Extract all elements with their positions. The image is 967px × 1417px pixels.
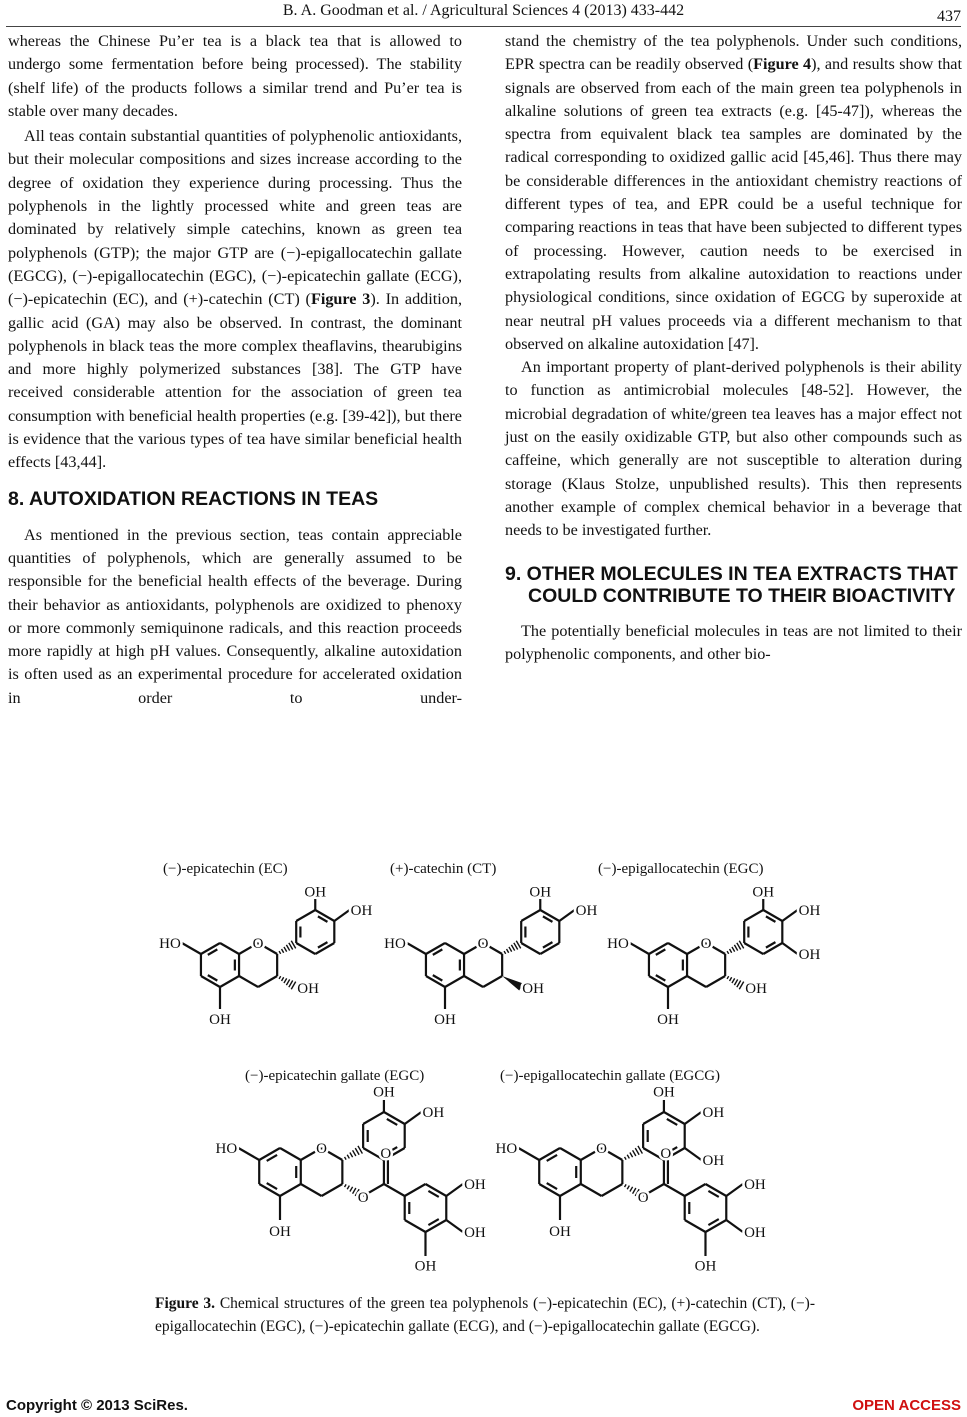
hydroxyl-label: OH — [422, 1105, 445, 1121]
paragraph: whereas the Chinese Pu’er tea is a black tea that is allowed to undergo some fermentation before being processed). The stability (shelf life) of the products follows a similar trend and Pu’er tea is stable over many decades. — [8, 32, 462, 120]
running-header: B. A. Goodman et al. / Agricultural Sciences 4 (2013) 433-442 — [282, 2, 685, 19]
molecule-title: (−)-epicatechin gallate (EGC) — [245, 1068, 425, 1084]
hashed-bond — [627, 1155, 629, 1159]
bond — [782, 910, 797, 921]
bond — [560, 1148, 581, 1160]
text: All teas contain substantial quantities of polyphenolic antioxidants, but their molecular compositions and sizes increase according to the degree of oxidation they experience during processing. Thus the polyphenols in the lightly processed white and green teas are dominated by relatively simple catechins, known as green tea polyphenols (GTP); the major GTP are (−)-epigallocatechin gallate (EGCG), (−)-epigallocatechin (EGC), (−)-epicatechin gallate (ECG), (−)-epicatechin (EC), and (+)-catechin (CT) ( — [8, 127, 462, 309]
bond — [405, 1112, 422, 1124]
hydroxyl-label: OH — [694, 1258, 717, 1275]
hashed-bond — [347, 1155, 349, 1159]
hydroxyl-label: HO — [215, 1141, 238, 1157]
hydroxyl-label: OH — [464, 1225, 486, 1241]
hydroxyl-label: OH — [798, 903, 821, 919]
bond — [521, 943, 540, 954]
hashed-bond — [289, 981, 293, 988]
paragraph — [8, 125, 462, 474]
hashed-bond — [282, 977, 284, 981]
hydroxyl-label: OH — [702, 1153, 725, 1169]
hydroxyl-label: OH — [702, 1105, 725, 1121]
hashed-bond — [289, 943, 293, 950]
hashed-bond — [350, 1187, 353, 1192]
ring-oxygen-label: O — [252, 936, 264, 952]
hydroxyl-label: OH — [373, 1084, 395, 1101]
bond — [483, 976, 502, 987]
hashed-bond — [633, 1150, 636, 1156]
hashed-bond — [625, 1157, 627, 1160]
hashed-bond — [279, 976, 281, 979]
hydroxyl-label: OH — [744, 1225, 766, 1241]
section-heading: 9. OTHER MOLECULES IN TEA EXTRACTS THAT COULD CONTRIBUTE TO THEIR BIOACTIVITY — [505, 562, 958, 607]
hydroxyl-label: OH — [798, 947, 821, 963]
text: ). In addition, gallic acid (GA) may also be observed. In contrast, the dominant polyphenols in black teas the more complex theaflavins, thearubigins and more highly polymerized substances [38]. The GTP have received considerable attention for the association of green tea consumption with beneficial health properties (e.g. [39-42]), but there is evidence that the various types of tea have similar beneficial health effects [43,44]. — [8, 290, 462, 472]
hashed-bond — [635, 1148, 639, 1155]
hashed-bond — [511, 945, 514, 951]
molecule-structure — [490, 1077, 790, 1277]
bond — [664, 1184, 685, 1196]
bond — [630, 943, 649, 954]
hashed-bond — [279, 951, 281, 954]
hashed-bond — [284, 947, 287, 952]
bond — [407, 943, 426, 954]
hashed-bond — [286, 945, 289, 951]
hydroxyl-label: OH — [434, 1011, 456, 1028]
paragraph — [505, 30, 962, 356]
paragraph: As mentioned in the previous section, teas contain appreciable quantities of polyphenols, which are generally assumed to be responsible for the beneficial health effects of the beverage. During their behavior as antioxidants, polyphenols are oxidized to phenoxy or more commonly semiquinone radicals, and this reaction proceeds more rapidly at high pH values. Consequently, alkaline autoxidation is often used as an experimental procedure for accelerated oxidation in order to under- — [8, 525, 462, 707]
molecule-title: (−)-epicatechin (EC) — [163, 861, 288, 877]
hashed-bond — [345, 1184, 347, 1187]
molecule-structure — [375, 870, 625, 1030]
hashed-bond — [284, 978, 287, 983]
molecule-title: (−)-epigallocatechin gallate (EGCG) — [500, 1068, 721, 1084]
bond — [445, 943, 464, 954]
bond — [726, 1220, 743, 1232]
bond — [643, 1112, 664, 1124]
bond — [685, 1112, 702, 1124]
hydroxyl-label: HO — [495, 1141, 518, 1157]
molecule-structure — [598, 870, 848, 1030]
bond — [668, 943, 687, 954]
bond — [521, 910, 540, 921]
hashed-bond — [727, 951, 729, 954]
hashed-bond — [732, 947, 735, 952]
bond — [446, 1184, 463, 1196]
bond — [685, 1220, 706, 1232]
hashed-bond — [345, 1157, 347, 1160]
molecule-title: (+)-catechin (CT) — [390, 861, 497, 877]
hydroxyl-label: OH — [529, 884, 552, 901]
bond — [301, 1184, 322, 1196]
bond — [239, 976, 258, 987]
hydroxyl-label: OH — [657, 1011, 679, 1028]
hydroxyl-label: OH — [414, 1258, 437, 1275]
bond — [446, 1220, 463, 1232]
ring-oxygen-label: O — [316, 1141, 327, 1157]
bond — [782, 943, 797, 954]
wedge-bond — [502, 976, 523, 990]
open-access-label: OPEN ACCESS — [852, 1397, 961, 1414]
ring-oxygen-label: O — [700, 936, 712, 952]
paragraph: An important property of plant-derived polyphenols is their ability to function as antimicrobial molecules [48-52]. However, the microbial degradation of white/green tea leaves has a major effect not just on the easily oxidizable GTP, but also other compounds such as caffeine, which generally are not susceptible to alteration during storage (Klaus Stolze, unpublished results). This then represents another example of complex chemical behavior in a beverage that needs to be investigated further. — [505, 358, 962, 540]
bond — [518, 1148, 539, 1160]
hydroxyl-label: HO — [607, 936, 629, 952]
ester-oxygen-label: O — [357, 1190, 369, 1207]
bond — [384, 1184, 405, 1196]
paragraph: The potentially beneficial molecules in teas are not limited to their polyphenolic components, and other bio- — [505, 621, 962, 663]
bond — [258, 976, 277, 987]
molecule-structure — [150, 870, 400, 1030]
hashed-bond — [514, 943, 518, 950]
hydroxyl-label: OH — [744, 1177, 766, 1193]
bond — [280, 1184, 301, 1196]
molecule-title: (−)-epigallocatechin (EGC) — [598, 861, 764, 877]
hashed-bond — [737, 981, 741, 988]
carbonyl-oxygen-label: O — [380, 1145, 392, 1162]
text: stand the chemistry of the tea polyphenols. Under such conditions, EPR spectra can be readily observed ( — [505, 32, 962, 74]
hashed-bond — [638, 1146, 642, 1154]
hashed-bond — [350, 1153, 353, 1158]
bond — [744, 943, 763, 954]
hydroxyl-label: OH — [745, 981, 767, 998]
hydroxyl-label: OH — [297, 981, 319, 998]
left-column — [8, 30, 462, 710]
copyright: Copyright © 2013 SciRes. — [6, 1397, 188, 1414]
bond — [238, 1148, 259, 1160]
hashed-bond — [630, 1187, 633, 1192]
bond — [668, 976, 687, 987]
bond — [182, 943, 201, 954]
hashed-bond — [630, 1153, 633, 1158]
ring-oxygen-label: O — [596, 1141, 607, 1157]
hashed-bond — [633, 1188, 636, 1194]
hashed-bond — [732, 978, 735, 983]
page-number: 437 — [937, 8, 961, 25]
bond — [706, 976, 725, 987]
caption-label: Figure 3. — [155, 1295, 216, 1312]
header-rule — [6, 26, 961, 27]
hydroxyl-label: OH — [350, 903, 373, 919]
hydroxyl-label: OH — [304, 884, 327, 901]
bond — [322, 1184, 343, 1196]
hashed-bond — [507, 949, 509, 953]
hashed-bond — [734, 979, 737, 985]
bond — [405, 1184, 426, 1196]
hashed-bond — [347, 1186, 349, 1190]
bond — [334, 910, 349, 921]
hashed-bond — [625, 1184, 627, 1187]
right-column — [505, 30, 962, 666]
hashed-bond — [353, 1188, 356, 1194]
bond — [220, 976, 239, 987]
hashed-bond — [509, 947, 512, 952]
hashed-bond — [504, 951, 506, 954]
bond — [559, 910, 574, 921]
bond — [445, 976, 464, 987]
hydroxyl-label: OH — [549, 1223, 571, 1240]
bond — [581, 1184, 602, 1196]
bond — [220, 943, 239, 954]
bond — [296, 943, 315, 954]
hashed-bond — [286, 979, 289, 985]
bond — [363, 1112, 384, 1124]
ring-oxygen-label: O — [477, 936, 489, 952]
bond — [602, 1184, 623, 1196]
bond — [726, 1184, 743, 1196]
bond — [296, 910, 315, 921]
section-heading: 8. AUTOXIDATION REACTIONS IN TEAS — [8, 487, 379, 510]
hydroxyl-label: HO — [384, 936, 406, 952]
hashed-bond — [737, 943, 741, 950]
figure-caption — [155, 1292, 815, 1338]
ester-oxygen-label: O — [637, 1190, 649, 1207]
bond — [685, 1148, 702, 1160]
hydroxyl-label: OH — [575, 903, 598, 919]
hydroxyl-label: OH — [653, 1084, 675, 1101]
figure-reference[interactable]: Figure 3 — [310, 290, 371, 309]
bond — [464, 976, 483, 987]
hashed-bond — [730, 977, 732, 981]
carbonyl-oxygen-label: O — [660, 1145, 672, 1162]
hydroxyl-label: OH — [209, 1011, 231, 1028]
hydroxyl-label: OH — [522, 981, 544, 998]
hydroxyl-label: HO — [159, 936, 181, 952]
bond — [280, 1148, 301, 1160]
hashed-bond — [353, 1150, 356, 1156]
hydroxyl-label: OH — [752, 884, 775, 901]
bond — [685, 1184, 706, 1196]
figure-reference[interactable]: Figure 4 — [753, 55, 812, 74]
hashed-bond — [282, 949, 284, 953]
caption-text: Chemical structures of the green tea polyphenols (−)-epicatechin (EC), (+)-catechin (CT), (−)-epigallocatechin (EGC), (−)-epicatechin gallate (ECG), and (−)-epigallocatechin gallate (EGCG). — [155, 1295, 816, 1335]
bond — [687, 976, 706, 987]
hydroxyl-label: OH — [269, 1223, 291, 1240]
hashed-bond — [730, 949, 732, 953]
hashed-bond — [734, 945, 737, 951]
hydroxyl-label: OH — [464, 1177, 486, 1193]
hashed-bond — [727, 976, 729, 979]
bond — [405, 1220, 426, 1232]
hashed-bond — [627, 1186, 629, 1190]
bond — [744, 910, 763, 921]
bond — [560, 1184, 581, 1196]
molecule-structure — [210, 1077, 510, 1277]
hashed-bond — [355, 1148, 359, 1155]
text: ), and results show that signals are observed from each of the main green tea polyphenols in alkaline solutions of green tea extracts (e.g. [45-47]), whereas the spectra from equivalent black tea samples are dominated by the radical corresponding to oxidized gallic acid [45,46]. Thus there may be considerable differences in the antioxidant chemistry reactions of different types of tea, and EPR could be a useful technique for comparing reactions in teas that have been subjected to different types of processing. However, caution needs to be exercised in extrapolating results from alkaline autoxidation to reactions under physiological conditions, since oxidation of EGCG by superoxide at near neutral pH values proceeds via a different mechanism to that observed on alkaline autoxidation [47]. — [505, 55, 962, 353]
hashed-bond — [358, 1146, 362, 1154]
